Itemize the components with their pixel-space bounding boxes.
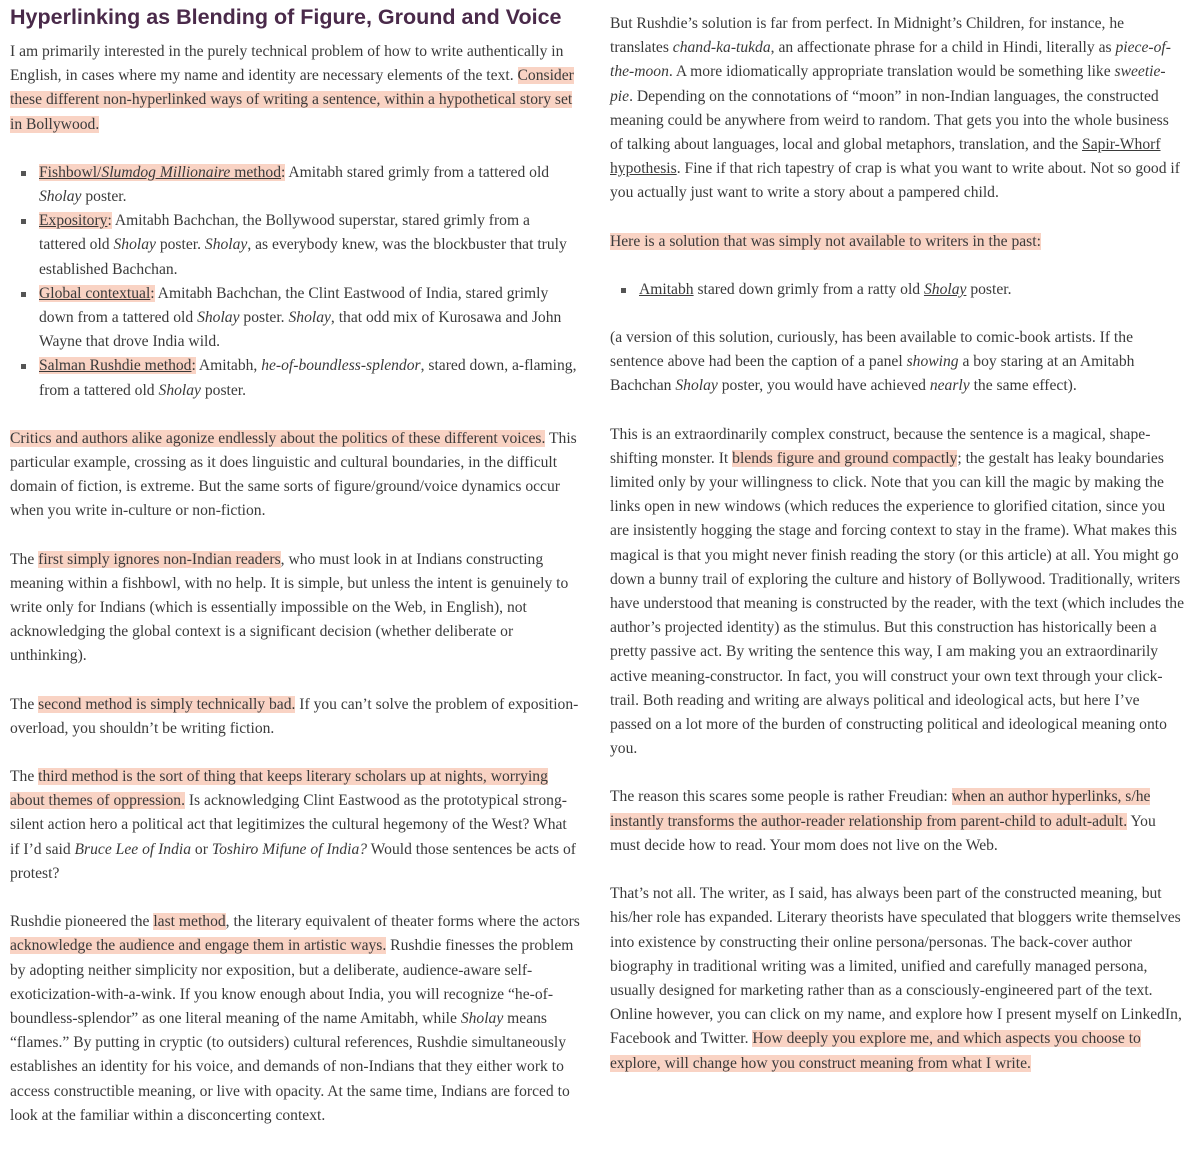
left-column — [10, 0, 580, 1152]
link-text[interactable]: method — [230, 163, 282, 181]
construct-paragraph — [610, 423, 1185, 762]
freudian-paragraph — [610, 785, 1185, 858]
list-item-hyperlinked-example — [639, 278, 1185, 302]
item-text: poster. — [966, 280, 1012, 298]
highlight — [39, 285, 155, 302]
paragraph-text: Is acknowledging Clint Eastwood as the prototypical strong-silent action hero a political act that legitimizes the cultural hegemony of the West? What if I’d said — [10, 792, 567, 858]
colon: : — [191, 357, 196, 375]
italic-text: sweetie-pie — [610, 63, 1166, 105]
highlight: blends figure and ground compactly — [732, 449, 958, 467]
italic-text: Sholay — [460, 1009, 504, 1027]
item-text: , that odd mix of Kurosawa and John Wayne that drove India wild. — [39, 309, 562, 351]
paragraph-text: means “flames.” By putting in cryptic (to outsiders) cultural references, Rushdie simultaneously establishes an identity for his voice, and demands of non-Indians that they either work to access constructible meaning, or live with opacity. At the same time, Indians are forced to look at the familiar within a disconcerting context. — [10, 1009, 570, 1124]
link-salman-rushdie-method[interactable]: Salman Rushdie method — [39, 357, 192, 375]
paragraph-text: . A more idiomatically appropriate translation would be something like — [668, 63, 1115, 81]
paragraph-text: But Rushdie’s solution is far from perfect. In Midnight’s Children, for instance, he translates — [610, 15, 1125, 57]
item-text: poster. — [200, 381, 247, 399]
paragraph-text: , the literary equivalent of theater forms where the actors — [225, 913, 580, 931]
paragraph-text: This is an extraordinarily complex construct, because the sentence is a magical, shape-shifting monster. It — [610, 425, 1151, 467]
article-title: Hyperlinking as Blending of Figure, Ground and Voice — [10, 5, 562, 29]
colon: : — [107, 212, 112, 230]
paragraph-text: The — [10, 695, 39, 713]
link-sholay[interactable]: Sholay — [923, 280, 967, 298]
paragraph-text: This particular example, crossing as it does linguistic and cultural boundaries, in the difficult domain of fiction, is extreme. But the same sorts of figure/ground/voice dynamics occur when you write in-culture or non-fiction. — [10, 429, 577, 520]
colon: : — [281, 163, 286, 181]
paragraph-text: If you can’t solve the problem of exposition-overload, you shouldn’t be writing fiction. — [10, 695, 579, 737]
item-text: , as everybody knew, was the blockbuster that truly established Bachchan. — [39, 236, 567, 278]
paragraph-text: Rushdie finesses the problem by adopting neither simplicity nor exposition, but a deliberate, audience-aware self-exoticization-with-a-wink. If you know enough about India, you will recognize “he-of-boundless-splendor” as one literal meaning of the name Amitabh, while — [10, 937, 574, 1027]
highlight: last method — [153, 913, 226, 931]
paragraph-text: poster, you would have achieved — [717, 377, 930, 395]
highlight: Critics and authors alike agonize endlessly about the politics of these different voices. — [10, 429, 546, 447]
link-fishbowl-method[interactable] — [39, 164, 281, 181]
example-list — [610, 278, 1185, 302]
solution-intro-paragraph — [610, 230, 1185, 254]
paragraph-text: a boy staring at an Amitabh Bachchan — [610, 353, 1135, 395]
italic-text: chand-ka-tukda — [672, 39, 771, 57]
highlight: Consider these different non-hyperlinked ways of writing a sentence, within a hypothetical story set in Bollywood. — [10, 67, 574, 133]
paragraph-text: . Depending on the connotations of “moon” in non-Indian languages, the constructed meaning could be anywhere from weird to random. That gets you into the whole business of talking about languages, local and global metaphors, translation, and the — [610, 87, 1169, 154]
comic-book-paragraph — [610, 326, 1185, 399]
methods-list — [10, 161, 580, 403]
right-column — [610, 0, 1185, 1100]
paragraph-text: Would those sentences be acts of protest? — [10, 840, 576, 882]
item-italic: Sholay — [113, 236, 156, 254]
item-italic: Sholay — [197, 309, 240, 327]
highlight — [39, 164, 285, 181]
highlight: second method is simply technically bad. — [38, 695, 296, 713]
colon: : — [150, 284, 155, 302]
paragraph-text: or — [191, 840, 212, 858]
highlight — [39, 357, 196, 374]
persona-paragraph — [610, 882, 1185, 1076]
paragraph-text: ; the gestalt has leaky boundaries limited only by your willingness to click. Note that you can kill the magic by making the links open in new windows (which reduces the experience to glorified citation, since you are insistently hogging the stage and forcing context to stay in the frame). What makes this magical is that you might never finish reading the story (or this article) at all. You might go down a bunny trail of exploring the culture and history of Bollywood. Traditionally, writers have understood that meaning is constructed by the reader, with the text (which includes the author’s projected identity) as the stimulus. But this construction has historically been a pretty passive act. By writing the sentence this way, I am making you an extraordinarily active meaning-constructor. In fact, you will construct your own text through your click-trail. Both reading and writing are always political and ideological acts, but here I’ve passed on a lot more of the burden of constructing political and ideological meaning onto you. — [610, 449, 1185, 758]
list-item-fishbowl — [39, 161, 580, 209]
first-method-paragraph — [10, 548, 580, 669]
highlight: Here is a solution that was simply not available to writers in the past: — [610, 232, 1041, 250]
paragraph-text: the same effect). — [969, 377, 1077, 395]
highlight: third method is the sort of thing that keeps literary scholars up at nights, worrying about themes of oppression. — [10, 768, 548, 810]
item-text: Amitabh Bachchan, the Clint Eastwood of India, stared grimly down from a tattered old — [39, 284, 549, 327]
item-text: , stared down, a-flaming, from a tattered old — [39, 357, 577, 399]
item-text: poster. — [81, 188, 127, 206]
item-italic: Sholay — [288, 309, 331, 327]
third-method-paragraph — [10, 765, 580, 886]
item-italic: he-of-boundless-splendor — [261, 357, 421, 375]
italic-text: showing — [906, 353, 959, 371]
highlight: first simply ignores non-Indian readers — [38, 550, 281, 568]
item-text: poster. — [155, 236, 205, 254]
item-italic: Sholay — [158, 381, 201, 399]
paragraph-text: , an affectionate phrase for a child in Hindi, literally as — [770, 39, 1116, 57]
paragraph-text: Rushdie pioneered the — [10, 913, 154, 931]
highlight — [39, 212, 112, 229]
italic-text: piece-of-the-moon — [610, 39, 1171, 81]
intro-paragraph — [10, 40, 580, 137]
highlight: when an author hyperlinks, s/he instantly transforms the author-reader relationship from parent-child to adult-adult. — [610, 788, 1151, 830]
second-method-paragraph — [10, 693, 580, 741]
italic-text: Toshiro Mifune of India? — [211, 840, 368, 858]
italic-text: nearly — [929, 377, 970, 395]
paragraph-text: . Fine if that rich tapestry of crap is what you want to write about. Not so good if you actually just want to write a story about a pampered child. — [610, 160, 1180, 202]
item-text: Amitabh Bachchan, the Bollywood superstar, stared grimly from a tattered old — [39, 212, 530, 254]
item-text: poster. — [239, 309, 289, 327]
paragraph-text: (a version of this solution, curiously, has been available to comic-book artists. If the sentence above had been the caption of a panel — [610, 329, 1133, 371]
paragraph-text: The — [10, 768, 39, 786]
item-italic: Sholay — [204, 236, 248, 254]
link-text-italic[interactable]: Slumdog Millionaire — [101, 163, 231, 181]
paragraph-text: That’s not all. The writer, as I said, has always been part of the constructed meaning, but his/her role has expanded. Literary theorists have speculated that bloggers write themselves into existence by constructing their online persona/personas. The back-cover author biography in traditional writing was a limited, unified and carefully managed persona, usually designed for marketing rather than as a consciously-engineered part of the text. Online however, you can click on my name, and explore how I present myself on LinkedIn, Facebook and Twitter. — [610, 885, 1182, 1048]
list-item-global-contextual — [39, 282, 580, 355]
list-item-rushdie — [39, 354, 580, 402]
rushdie-paragraph — [10, 910, 580, 1128]
item-text: stared down grimly from a ratty old — [693, 280, 924, 298]
link-sapir-whorf[interactable]: Sapir-Whorf hypothesis — [610, 136, 1161, 178]
paragraph-text: The reason this scares some people is rather Freudian: — [610, 788, 952, 806]
item-text: Amitabh stared grimly from a tattered old — [285, 163, 550, 181]
intro-text: I am primarily interested in the purely technical problem of how to write authentically in English, in cases where my name and identity are necessary elements of the text. — [10, 43, 564, 85]
highlight: How deeply you explore me, and which aspects you choose to explore, will change how you construct meaning from what I write. — [610, 1030, 1141, 1072]
italic-text: Sholay — [675, 377, 718, 395]
item-text: Amitabh, — [195, 357, 262, 375]
rushdie-critique-paragraph — [610, 12, 1185, 206]
italic-text: Bruce Lee of India — [74, 840, 192, 858]
highlight: acknowledge the audience and engage them in artistic ways. — [10, 937, 387, 955]
item-italic: Sholay — [39, 188, 82, 206]
critics-paragraph — [10, 427, 580, 524]
link-text[interactable]: Fishbowl/ — [39, 163, 102, 181]
paragraph-text: The — [10, 550, 39, 568]
list-item-expository — [39, 209, 580, 282]
link-expository[interactable]: Expository — [39, 212, 108, 230]
paragraph-text: You must decide how to read. Your mom does not live on the Web. — [610, 812, 1156, 854]
link-global-contextual[interactable]: Global contextual — [39, 284, 151, 302]
link-amitabh[interactable]: Amitabh — [639, 280, 694, 298]
paragraph-text: , who must look in at Indians constructing meaning within a fishbowl, with no help. It is simple, but unless the intent is genuinely to write only for Indians (which is essentially impossible on the Web, in English), not acknowledging the global context is a significant decision (whether deliberate or unthinking). — [10, 550, 569, 665]
